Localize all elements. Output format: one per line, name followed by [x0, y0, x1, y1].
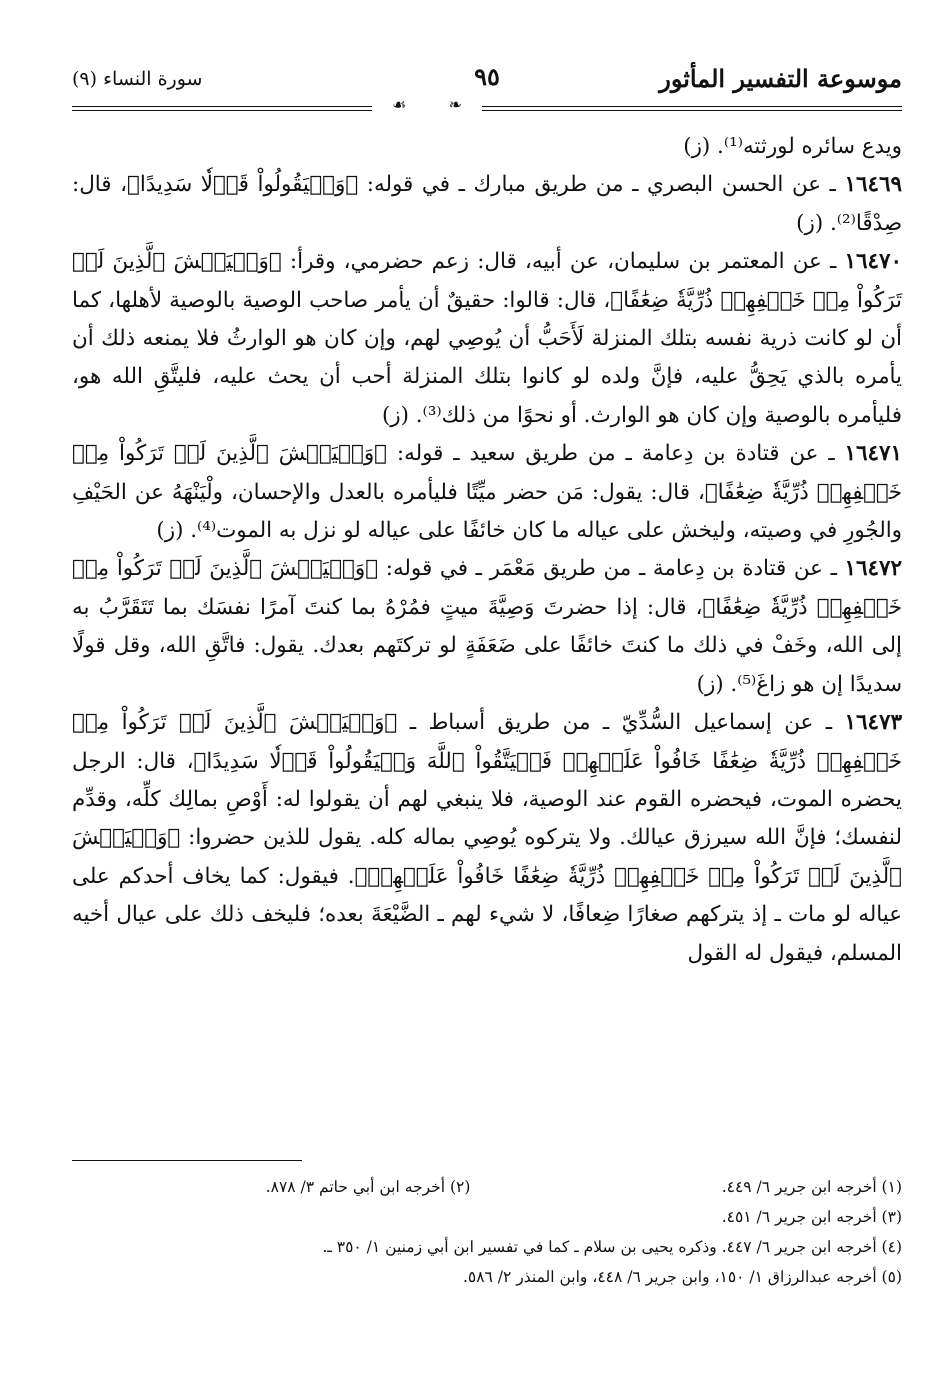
main-text	[72, 128, 902, 973]
narration-number: ١٦٤٧٣	[844, 710, 902, 736]
narration-number: ١٦٤٧٢	[844, 556, 902, 582]
page-header	[72, 58, 902, 114]
book-title: موسوعة التفسير المأثور	[659, 64, 902, 93]
header-rule-right	[482, 106, 902, 111]
paragraph: ١٦٤٧٠ ـ عن المعتمر بن سليمان، عن أبيه، قال: زعم حضرمي، وقرأ: ﴿وَلۡيَخۡشَ ٱلَّذِينَ لَوۡ تَرَكُواْ مِنۡ خَلۡفِهِمۡ ذُرِّيَّةٗ ضِعَٰفًا﴾، قال: قالوا: حقيقٌ أن يأمر صاحب الوصية بالوصية لأهلها، كما أن لو كانت ذرية نفسه بتلك المنزلة لَأَحَبُّ أن يُوصِي لهم، وإن كان هو الوارثُ فلا يمنعه ذلك أن يأمره بالذي يَحِقُّ عليه، فإنَّ ولده لو كانوا بتلك المنزلة أحب أن يحث عليه، فليتَّقِ الله هو، فليأمره بالوصية وإن كان هو الوارث. أو نحوًا من ذلك⁽³⁾. (ز)	[72, 249, 902, 428]
footnote-row	[72, 1172, 902, 1202]
paragraph: ١٦٤٧٣ ـ عن إسماعيل السُّدِّيّ ـ من طريق أسباط ـ ﴿وَلۡيَخۡشَ ٱلَّذِينَ لَوۡ تَرَكُواْ مِنۡ خَلۡفِهِمۡ ذُرِّيَّةٗ ضِعَٰفًا خَافُواْ عَلَيۡهِمۡ فَلۡيَتَّقُواْ ٱللَّهَ وَلۡيَقُولُواْ قَوۡلٗا سَدِيدًا﴾، قال: الرجل يحضره الموت، فيحضره القوم عند الوصية، فلا ينبغي لهم أن يقولوا له: أَوْصِ بمالِك كلِّه، وقدِّم لنفسك؛ فإنَّ الله سيرزق عيالك. ولا يتركوه يُوصِي بماله كله. يقول للذين حضروا: ﴿وَلۡيَخۡشَ ٱلَّذِينَ لَوۡ تَرَكُواْ مِنۡ خَلۡفِهِمۡ ذُرِّيَّةٗ ضِعَٰفًا خَافُواْ عَلَيۡهِمۡ﴾. فيقول: كما يخاف أحدكم على عياله لو مات ـ إذ يتركهم صغارًا ضِعافًا، لا شيء لهم ـ الضَّيْعَةَ بعده؛ فليخف ذلك على عيال أخيه المسلم، فيقول له القول	[72, 710, 902, 966]
page-number: ٩٥	[474, 62, 500, 91]
paragraph: ١٦٤٧٢ ـ عن قتادة بن دِعامة ـ من طريق مَعْمَر ـ في قوله: ﴿وَلۡيَخۡشَ ٱلَّذِينَ لَوۡ تَرَكُواْ مِنۡ خَلۡفِهِمۡ ذُرِّيَّةٗ ضِعَٰفًا﴾، قال: إذا حضرتَ وَصِيَّةَ ميتٍ فمُرْهُ بما كنتَ آمرًا نفسَك بما تَتَقَرَّبُ به إلى الله، وخَفْ في ذلك ما كنتَ خائفًا على ضَعَفَةٍ لو تركتَهم بعدك. يقول: فاتَّقِ الله، وقل قولًا سديدًا إن هو زاغَ⁽⁵⁾. (ز)	[72, 556, 902, 697]
paragraph: ويدع سائره لورثته⁽¹⁾. (ز)	[683, 134, 902, 159]
footnote: (١) أخرجه ابن جرير ٦/ ٤٤٩.	[721, 1178, 902, 1196]
surah-name: سورة النساء (٩)	[72, 68, 203, 90]
book-page	[72, 48, 902, 1368]
ornament-icon: ❧	[448, 95, 462, 114]
footnote: (٥) أخرجه عبدالرزاق ١/ ١٥٠، وابن جرير ٦/ ٤٤٨، وابن المنذر ٢/ ٥٨٦.	[462, 1268, 902, 1286]
header-rule-left	[72, 106, 372, 111]
paragraph: ١٦٤٦٩ ـ عن الحسن البصري ـ من طريق مبارك ـ في قوله: ﴿وَلۡيَقُولُواْ قَوۡلٗا سَدِيدًا﴾، قال: صِدْقًا⁽²⁾. (ز)	[72, 172, 902, 236]
ornament-icon: ☙	[392, 95, 407, 114]
narration-number: ١٦٤٧٠	[844, 249, 902, 275]
paragraph: ١٦٤٧١ ـ عن قتادة بن دِعامة ـ من طريق سعيد ـ قوله: ﴿وَلۡيَخۡشَ ٱلَّذِينَ لَوۡ تَرَكُواْ مِنۡ خَلۡفِهِمۡ ذُرِّيَّةٗ ضِعَٰفًا﴾، قال: يقول: مَن حضر ميِّتًا فليأمره بالعدل والإحسان، ولْيَنْهَهُ عن الحَيْفِ والجُورِ في وصيته، وليخش على عياله ما كان خائفًا على عياله لو نزل به الموت⁽⁴⁾. (ز)	[72, 441, 902, 544]
footnote-separator	[72, 1160, 302, 1161]
footnote: (٢) أخرجه ابن أبي حاتم ٣/ ٨٧٨.	[265, 1178, 471, 1196]
footnote: (٣) أخرجه ابن جرير ٦/ ٤٥١.	[721, 1208, 902, 1226]
narration-number: ١٦٤٦٩	[844, 172, 902, 198]
footnote: (٤) أخرجه ابن جرير ٦/ ٤٤٧. وذكره يحيى بن سلام ـ كما في تفسير ابن أبي زمنين ١/ ٣٥٠ ـ.	[322, 1238, 902, 1256]
footnotes	[72, 1172, 902, 1292]
narration-number: ١٦٤٧١	[844, 441, 902, 467]
